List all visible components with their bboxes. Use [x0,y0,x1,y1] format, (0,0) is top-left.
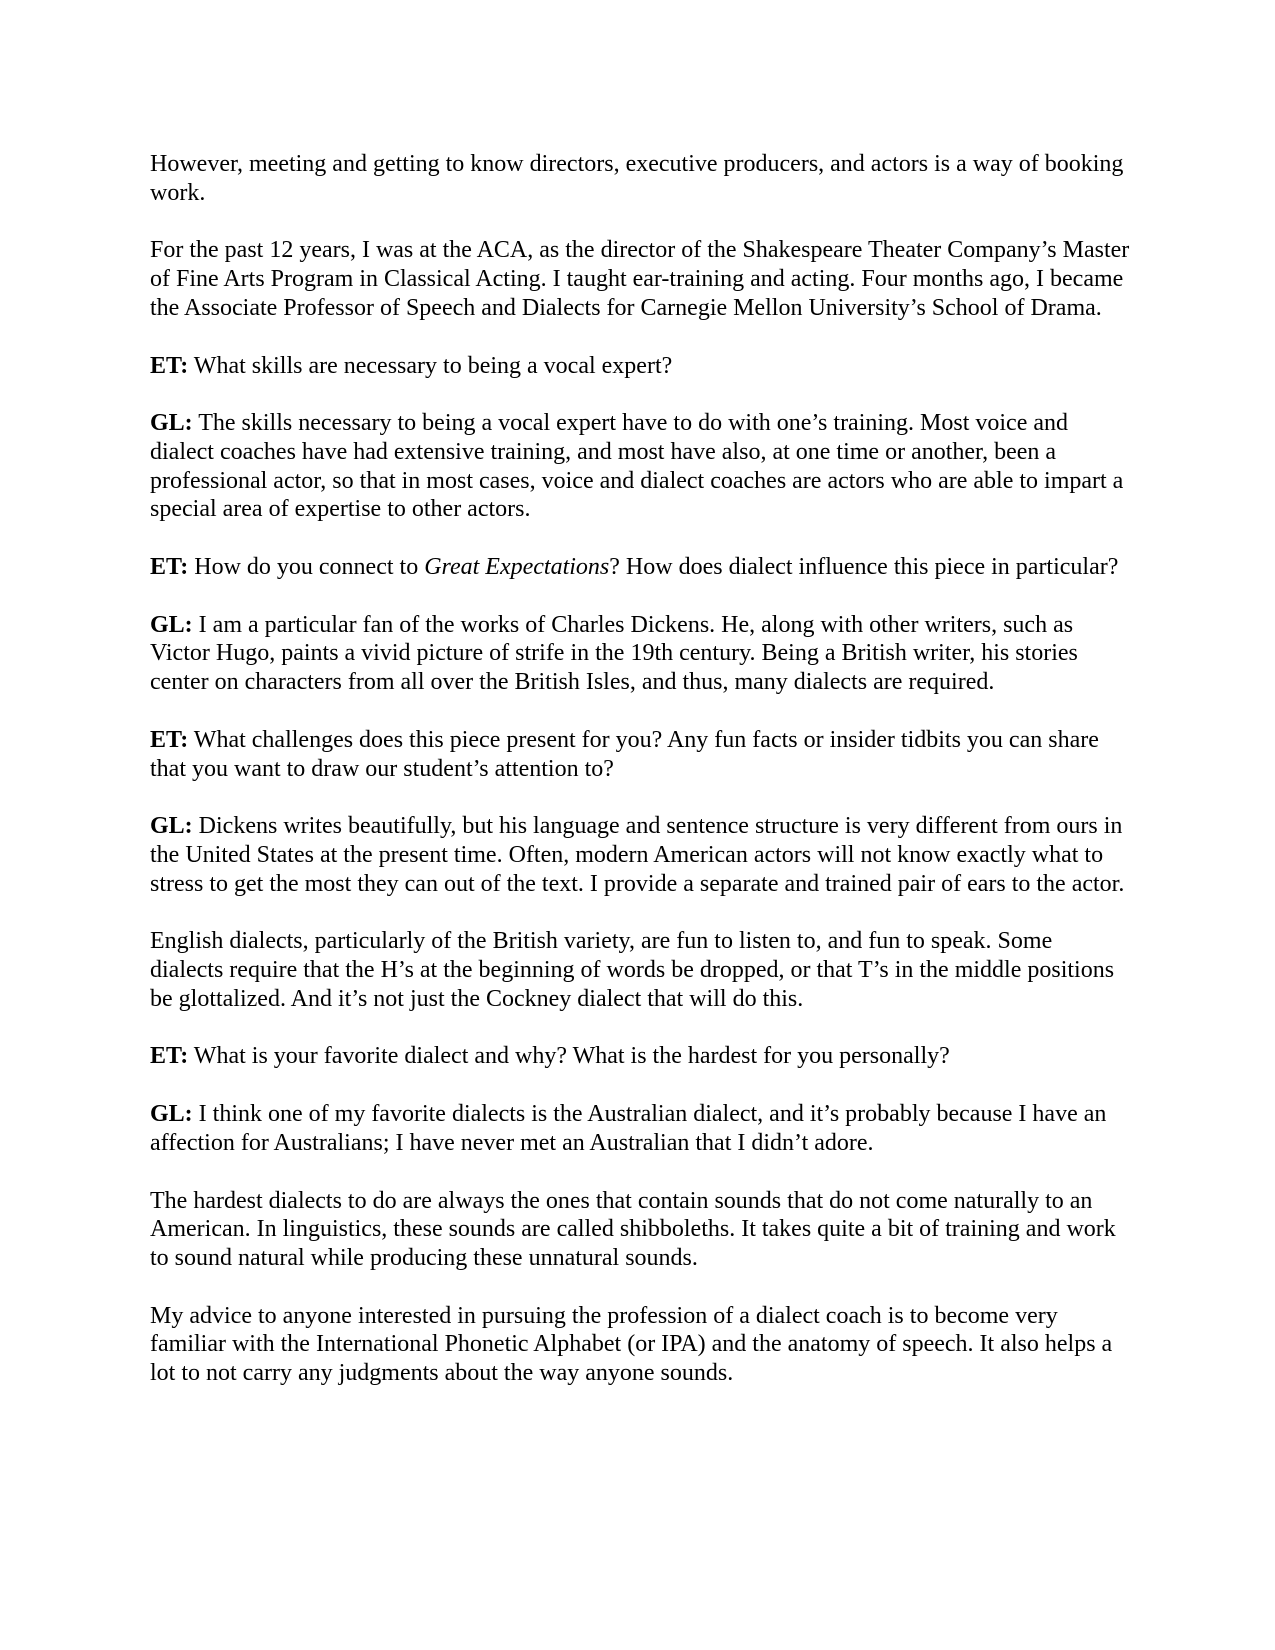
answer-text: Dickens writes beautifully, but his language and sentence structure is very different from ours in the United States at the present time. Often, modern American actors will not know exactly what to stress to get the most they can out of the text. I provide a separate and trained pair of ears to the actor. [150,813,1125,897]
paragraph-hardest-dialects [150,1187,1130,1273]
paragraph-text: However, meeting and getting to know directors, executive producers, and actors is a way of booking work. [150,151,1124,206]
question-text-before: How do you connect to [188,554,425,581]
speaker-label: GL: [150,813,193,840]
answer-text: The skills necessary to being a vocal expert have to do with one’s training. Most voice and dialect coaches have had extensive training, and most have also, at one time or another, been a professional actor, so that in most cases, voice and dialect coaches are actors who are able to impart a special area of expertise to other actors. [150,410,1124,523]
answer-text: I am a particular fan of the works of Charles Dickens. He, along with other writers, such as Victor Hugo, paints a vivid picture of strife in the 19th century. Being a British writer, his stories center on characters from all over the British Isles, and thus, many dialects are required. [150,611,1078,696]
answer-text: I think one of my favorite dialects is the Australian dialect, and it’s probably because I have an affection for Australians; I have never met an Australian that I didn’t adore. [150,1101,1107,1156]
book-title: Great Expectations [424,554,610,581]
question-text-after: ? How does dialect influence this piece in particular? [609,554,1119,581]
speaker-label: ET: [150,352,189,379]
speaker-label: ET: [150,1043,189,1070]
speaker-label: GL: [150,1101,193,1128]
question-great-expectations [150,553,1130,582]
paragraph-text: For the past 12 years, I was at the ACA, as the director of the Shakespeare Theater Company’s Master of Fine Arts Program in Classical Acting. I taught ear-training and acting. Four months ago, I became the Associate Professor of Speech and Dialects for Carnegie Mellon University’s School of Drama. [150,237,1130,321]
paragraph-booking-work [150,150,1130,207]
question-text: What is your favorite dialect and why? What is the hardest for you personally? [188,1043,950,1070]
question-challenges [150,726,1130,783]
question-text: What challenges does this piece present for you? Any fun facts or insider tidbits you can share that you want to draw our student’s attention to? [150,726,1099,782]
answer-vocal-skills [150,409,1130,524]
paragraph-career-history [150,236,1130,322]
answer-challenges [150,812,1130,898]
speaker-label: GL: [150,611,193,638]
answer-dickens-fan [150,611,1130,697]
paragraph-advice [150,1302,1130,1388]
paragraph-text: My advice to anyone interested in pursuing the profession of a dialect coach is to become very familiar with the International Phonetic Alphabet (or IPA) and the anatomy of speech. It also helps a lot to not carry any judgments about the way anyone sounds. [150,1302,1113,1387]
paragraph-english-dialects [150,927,1130,1013]
question-text: What skills are necessary to being a vocal expert? [188,352,673,379]
speaker-label: ET: [150,726,189,753]
question-vocal-skills [150,352,1130,381]
question-favorite-dialect [150,1042,1130,1071]
paragraph-text: English dialects, particularly of the British variety, are fun to listen to, and fun to speak. Some dialects require that the H’s at the beginning of words be dropped, or that T’s in the middle positions be glottalized. And it’s not just the Cockney dialect that will do this. [150,928,1115,1012]
document-page [150,150,1130,1417]
paragraph-text: The hardest dialects to do are always the ones that contain sounds that do not come naturally to an American. In linguistics, these sounds are called shibboleths. It takes quite a bit of training and work to sound natural while producing these unnatural sounds. [150,1187,1116,1271]
answer-favorite-dialect [150,1100,1130,1157]
speaker-label: GL: [150,410,193,437]
speaker-label: ET: [150,554,189,581]
